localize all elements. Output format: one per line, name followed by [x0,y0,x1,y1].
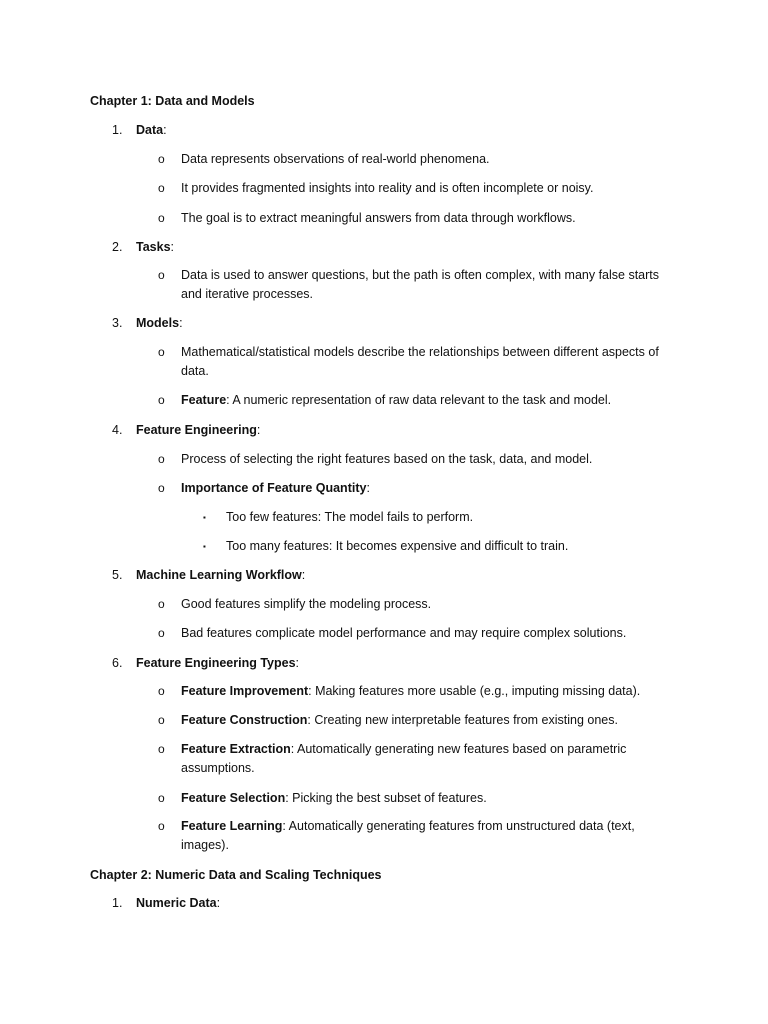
circle-bullet-icon: o [158,152,165,166]
square-bullet-icon: ▪ [203,513,206,522]
square-bullet-icon: ▪ [203,542,206,551]
sub-sub-item: Too few features: The model fails to perform. [226,510,474,524]
sub-item [181,817,681,855]
sub-item-text: Process of selecting the right features based on the task, data, and model. [181,452,593,466]
list-number: 5. [112,568,123,582]
sub-item-text: Mathematical/statistical models describe the relationships between different aspects of data. [181,345,659,378]
sub-item-text: : Creating new interpretable features from existing ones. [307,713,618,727]
chapter-1-title: Chapter 1: Data and Models [90,94,255,108]
sub-item-text: : Automatically generating features from unstructured data (text, images). [181,819,635,852]
list-number: 6. [112,656,123,670]
list-item-heading [136,314,183,333]
heading-colon: : [216,896,221,910]
circle-bullet-icon: o [158,211,165,225]
sub-item [181,343,681,381]
list-item-heading [136,566,305,585]
list-number: 1. [112,896,123,910]
circle-bullet-icon: o [158,713,165,727]
sub-item [181,450,681,469]
sub-item [181,150,681,169]
heading-colon: : [256,423,261,437]
circle-bullet-icon: o [158,345,165,359]
circle-bullet-icon: o [158,393,165,407]
sub-item-bold: Feature Extraction [181,742,291,756]
sub-item-text: Bad features complicate model performance and may require complex solutions. [181,626,627,640]
sub-item-text: Good features simplify the modeling process. [181,597,432,611]
sub-item [181,266,681,304]
sub-item-text: : Automatically generating new features based on parametric assumptions. [181,742,627,775]
heading-text: Machine Learning Workflow [136,568,302,582]
heading-colon: : [170,240,174,254]
sub-item [181,682,681,701]
sub-item-text: It provides fragmented insights into reality and is often incomplete or noisy. [181,181,594,195]
circle-bullet-icon: o [158,268,165,282]
sub-item [181,391,681,410]
sub-item-bold: Feature Construction [181,713,308,727]
sub-item-bold: Feature Selection [181,791,286,805]
heading-text: Tasks [136,240,171,254]
sub-item-bold: Importance of Feature Quantity [181,481,367,495]
circle-bullet-icon: o [158,452,165,466]
circle-bullet-icon: o [158,597,165,611]
circle-bullet-icon: o [158,481,165,495]
sub-item [181,479,681,498]
circle-bullet-icon: o [158,181,165,195]
sub-sub-item: Too many features: It becomes expensive and difficult to train. [226,539,569,553]
list-item-heading [136,238,174,257]
sub-item-text: : Making features more usable (e.g., imputing missing data). [308,684,641,698]
sub-item [181,595,681,614]
heading-text: Models [136,316,180,330]
heading-text: Feature Engineering Types [136,656,296,670]
circle-bullet-icon: o [158,742,165,756]
sub-item [181,624,681,643]
sub-item-text: : A numeric representation of raw data relevant to the task and model. [226,393,612,407]
sub-item-text: : [366,481,370,495]
list-number: 2. [112,240,123,254]
heading-text: Feature Engineering [136,423,257,437]
sub-item-text: Data is used to answer questions, but the path is often complex, with many false starts and iterative processes. [181,268,660,301]
list-item-heading [136,894,220,913]
list-item-heading [136,654,299,673]
sub-item-text: : Picking the best subset of features. [285,791,487,805]
circle-bullet-icon: o [158,819,165,833]
heading-colon: : [179,316,183,330]
heading-text: Numeric Data [136,896,217,910]
list-item-heading [136,121,167,140]
list-item-heading [136,421,260,440]
sub-item-text: The goal is to extract meaningful answers from data through workflows. [181,211,576,225]
heading-colon: : [301,568,306,582]
sub-item [181,209,681,228]
sub-item-bold: Feature Learning [181,819,283,833]
sub-item [181,740,681,778]
sub-item-text: Data represents observations of real-world phenomena. [181,152,490,166]
heading-text: Data [136,123,164,137]
list-number: 3. [112,316,123,330]
chapter-2-title: Chapter 2: Numeric Data and Scaling Techniques [90,868,382,882]
heading-colon: : [295,656,300,670]
sub-item [181,711,681,730]
list-number: 1. [112,123,123,137]
circle-bullet-icon: o [158,791,165,805]
sub-item [181,789,681,808]
sub-item-bold: Feature [181,393,227,407]
list-number: 4. [112,423,123,437]
circle-bullet-icon: o [158,684,165,698]
circle-bullet-icon: o [158,626,165,640]
sub-item [181,179,681,198]
heading-colon: : [163,123,167,137]
sub-item-bold: Feature Improvement [181,684,309,698]
